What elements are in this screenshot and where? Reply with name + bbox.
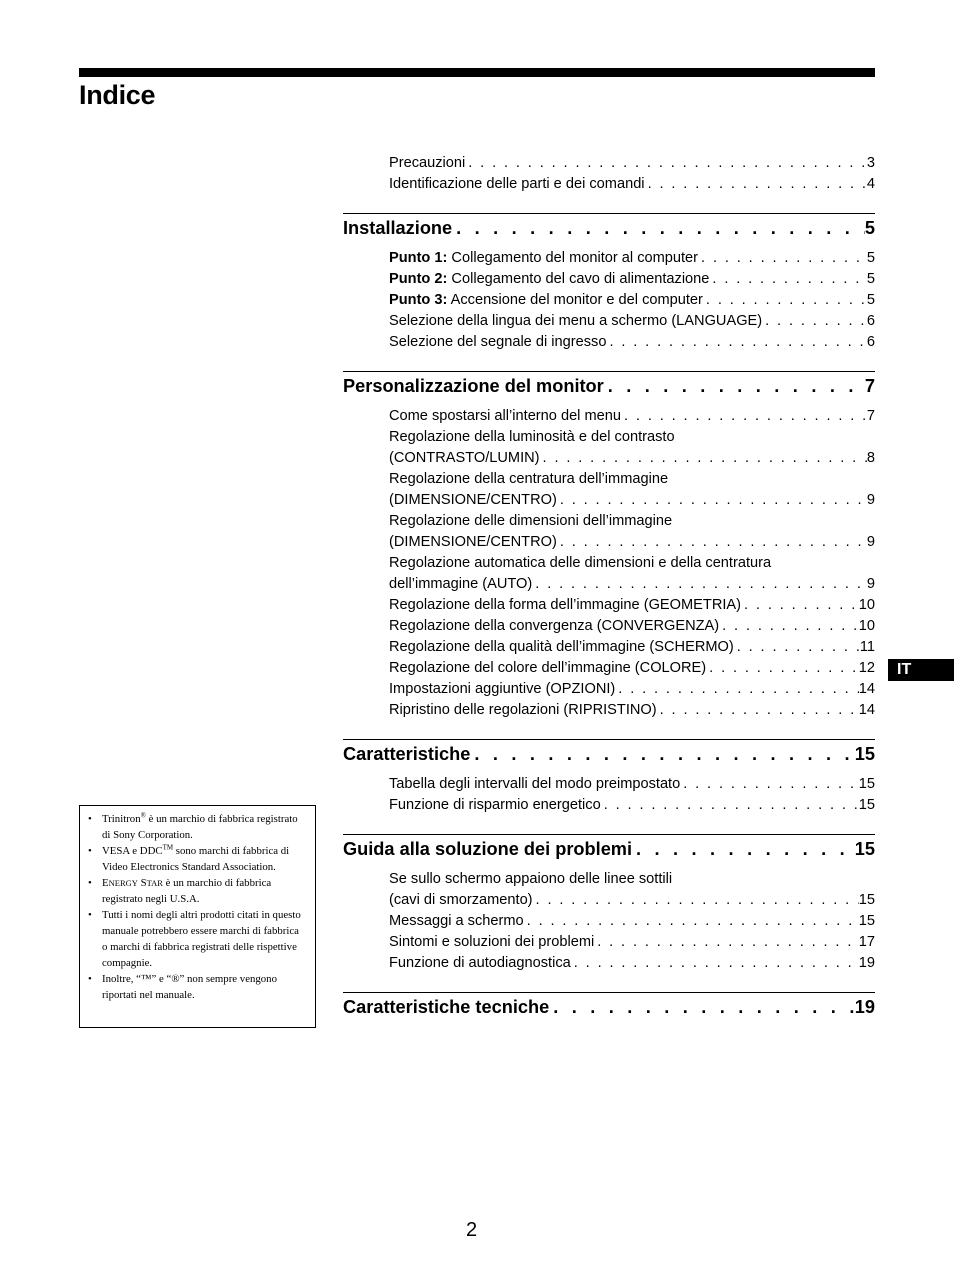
toc-entry[interactable]: Impostazioni aggiuntive (OPZIONI) . . . 14 [389,679,875,700]
page-ref: 9 [866,492,875,508]
dot-leader [680,774,859,795]
toc-entry[interactable]: (DIMENSIONE/CENTRO) . . . 9 [389,490,875,511]
section-heading[interactable]: Installazione . . . 5 [343,216,875,240]
page-title: Indice [79,80,156,110]
toc-entry-line: Se sullo schermo appaiono delle linee sottili [389,871,673,887]
dot-leader [719,616,859,637]
toc-entry[interactable]: Regolazione della qualità dell’immagine (SCHERMO) . . . 11 [389,637,875,658]
note-other-trademarks: • Tutti i nomi degli altri prodotti citati in questo manuale potrebbero essere marchi di fabbrica o marchi di fabbrica registrati delle rispettive compagnie. [88,907,307,971]
toc-section [343,834,875,974]
dot-leader [632,837,855,861]
toc-entry[interactable]: Regolazione della convergenza (CONVERGENZA) . . . 10 [389,616,875,637]
toc-entry[interactable]: Regolazione del colore dell’immagine (COLORE) . . . 12 [389,658,875,679]
toc-entry[interactable]: Punto 1: Collegamento del monitor al computer . . . 5 [389,248,875,269]
dot-leader [557,490,867,511]
section-page-ref: 15 [854,839,875,859]
dot-leader [549,995,855,1019]
toc-entry[interactable]: (DIMENSIONE/CENTRO) . . . 9 [389,532,875,553]
dot-leader [706,658,859,679]
toc-entry[interactable]: Messaggi a schermo . . . 15 [389,911,875,932]
section-heading[interactable]: Caratteristiche . . . 15 [343,742,875,766]
toc-sections [343,213,875,1019]
dot-leader [604,374,865,398]
dot-leader [657,700,859,721]
dot-leader [615,679,858,700]
language-tab: IT [888,659,954,681]
page-ref: 5 [866,292,875,308]
section-page-ref: 19 [854,997,875,1017]
page-ref: 15 [858,913,875,929]
title-rule [79,68,875,77]
toc-entry-line: Regolazione della centratura dell’immagine [389,471,669,487]
dot-leader [533,890,859,911]
section-heading[interactable]: Personalizzazione del monitor . . . 7 [343,374,875,398]
page-ref: 9 [866,534,875,550]
page-ref: 5 [866,250,875,266]
page-ref: 10 [858,597,875,613]
page-ref: 19 [858,955,875,971]
dot-leader [470,742,854,766]
page-ref: 5 [866,271,875,287]
page-ref: 9 [866,576,875,592]
section-page-ref: 7 [864,376,875,396]
page-ref: 14 [858,702,875,718]
page-ref: 14 [858,681,875,697]
dot-leader [645,174,867,195]
toc-entry[interactable]: Come spostarsi all’interno del menu . . . 7 [389,406,875,427]
toc-section [343,739,875,816]
dot-leader [762,311,867,332]
dot-leader [601,795,859,816]
dot-leader [532,574,867,595]
trademark-notes [79,805,316,1028]
toc-entry-line: Regolazione della luminosità e del contrasto [389,429,675,445]
dot-leader [540,448,867,469]
toc-entry[interactable]: Funzione di risparmio energetico . . . 15 [389,795,875,816]
page-ref: 15 [858,797,875,813]
page-ref: 10 [858,618,875,634]
dot-leader [465,153,867,174]
page-ref: 8 [866,450,875,466]
page-ref: 6 [866,313,875,329]
dot-leader [709,269,866,290]
page-ref: 15 [858,776,875,792]
dot-leader [621,406,867,427]
toc-entry[interactable]: Punto 3: Accensione del monitor e del computer . . . 5 [389,290,875,311]
toc-entry-line: Regolazione delle dimensioni dell’immagine [389,513,673,529]
section-page-ref: 15 [854,744,875,764]
page-ref: 7 [866,408,875,424]
dot-leader [606,332,866,353]
dot-leader [594,932,859,953]
toc-entry[interactable]: (CONTRASTO/LUMIN) . . . 8 [389,448,875,469]
page-number: 2 [466,1219,478,1241]
note-symbols: • Inoltre, “™” e “®” non sempre vengono riportati nel manuale. [88,971,307,1003]
toc-entry[interactable]: Selezione della lingua dei menu a schermo (LANGUAGE) . . . 6 [389,311,875,332]
page-ref: 3 [866,155,875,171]
toc-intro [343,153,875,195]
page-ref: 12 [858,660,875,676]
toc-entry[interactable]: Ripristino delle regolazioni (RIPRISTINO) . . . 14 [389,700,875,721]
page-ref: 17 [858,934,875,950]
section-page-ref: 5 [864,218,875,238]
toc-entry[interactable]: dell’immagine (AUTO) . . . 9 [389,574,875,595]
page-ref: 11 [859,639,875,655]
toc-entry[interactable]: Selezione del segnale di ingresso . . . 6 [389,332,875,353]
toc-entry[interactable]: Tabella degli intervalli del modo preimpostato . . . 15 [389,774,875,795]
toc-entry[interactable]: Precauzioni . . . 3 [389,153,875,174]
toc-entry-line: Regolazione automatica delle dimensioni e della centratura [389,555,772,571]
table-of-contents [343,153,875,1027]
dot-leader [741,595,859,616]
toc-section [343,992,875,1019]
toc-entry[interactable]: Punto 2: Collegamento del cavo di alimentazione . . . 5 [389,269,875,290]
dot-leader [703,290,867,311]
dot-leader [557,532,867,553]
page-ref: 6 [866,334,875,350]
section-heading[interactable]: Caratteristiche tecniche . . . 19 [343,995,875,1019]
note-vesa: • VESA e DDC™ sono marchi di fabbrica di Video Electronics Standard Association. [88,843,307,875]
page-ref: 4 [866,176,875,192]
toc-entry[interactable]: Regolazione della forma dell’immagine (GEOMETRIA) . . . 10 [389,595,875,616]
toc-entry[interactable]: (cavi di smorzamento) . . . 15 [389,890,875,911]
page-ref: 15 [858,892,875,908]
note-energy-star: • ENERGY STAR è un marchio di fabbrica registrato negli U.S.A. [88,875,307,907]
dot-leader [734,637,860,658]
section-heading[interactable]: Guida alla soluzione dei problemi . . . 15 [343,837,875,861]
note-trinitron: • Trinitron® è un marchio di fabbrica registrato di Sony Corporation. [88,811,307,843]
dot-leader [698,248,867,269]
toc-entry[interactable]: Sintomi e soluzioni dei problemi . . . 17 [389,932,875,953]
dot-leader [524,911,859,932]
dot-leader [571,953,859,974]
toc-section [343,213,875,353]
dot-leader [452,216,865,240]
toc-section [343,371,875,721]
toc-entry[interactable]: Identificazione delle parti e dei comandi . . . 4 [389,174,875,195]
toc-entry[interactable]: Funzione di autodiagnostica . . . 19 [389,953,875,974]
